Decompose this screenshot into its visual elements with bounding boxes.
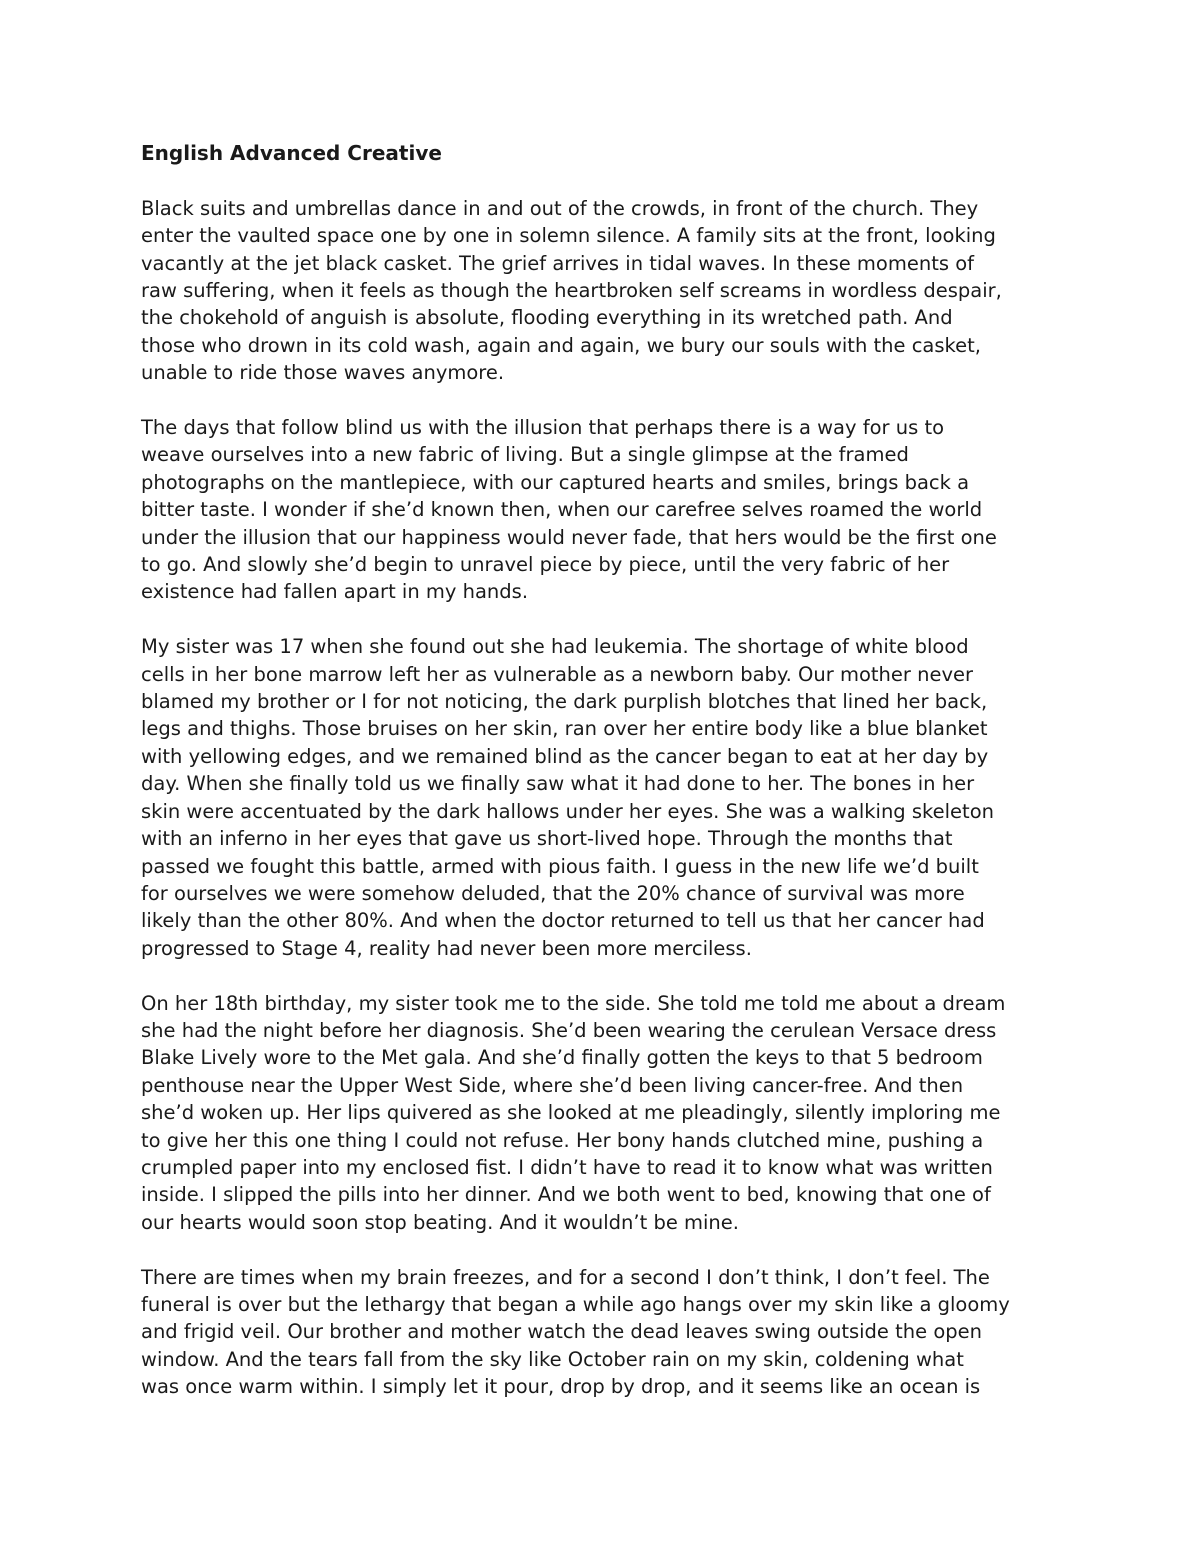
text-line: she had the night before her diagnosis. She’d been wearing the cerulean Versace dress	[141, 1018, 997, 1042]
text-line: legs and thighs. Those bruises on her skin, ran over her entire body like a blue blanket	[141, 717, 988, 741]
text-line: penthouse near the Upper West Side, where she’d been living cancer-free. And then	[141, 1073, 964, 1097]
text-line: vacantly at the jet black casket. The grief arrives in tidal waves. In these moments of	[141, 251, 975, 275]
text-line: weave ourselves into a new fabric of living. But a single glimpse at the framed	[141, 443, 909, 467]
text-line: Blake Lively wore to the Met gala. And she’d finally gotten the keys to that 5 bedroom	[141, 1046, 983, 1070]
text-line: our hearts would soon stop beating. And it wouldn’t be mine.	[141, 1210, 739, 1234]
text-line: to give her this one thing I could not refuse. Her bony hands clutched mine, pushing a	[141, 1128, 984, 1152]
text-line: On her 18th birthday, my sister took me to the side. She told me told me about a dream	[141, 991, 1006, 1015]
text-line: she’d woken up. Her lips quivered as she looked at me pleadingly, silently imploring me	[141, 1101, 1001, 1125]
text-line: unable to ride those waves anymore.	[141, 361, 505, 385]
paragraph	[141, 633, 1071, 962]
text-line: inside. I slipped the pills into her dinner. And we both went to bed, knowing that one of	[141, 1183, 991, 1207]
text-line: with an inferno in her eyes that gave us short-lived hope. Through the months that	[141, 827, 953, 851]
text-line: The days that follow blind us with the illusion that perhaps there is a way for us to	[141, 416, 945, 440]
text-line: funeral is over but the lethargy that began a while ago hangs over my skin like a gloomy	[141, 1292, 1010, 1316]
text-line: with yellowing edges, and we remained blind as the cancer began to eat at her day by	[141, 744, 989, 768]
paragraph	[141, 990, 1071, 1237]
text-line: blamed my brother or I for not noticing, the dark purplish blotches that lined her back,	[141, 690, 988, 714]
text-line: to go. And slowly she’d begin to unravel piece by piece, until the very fabric of her	[141, 553, 950, 577]
text-line: and frigid veil. Our brother and mother watch the dead leaves swing outside the open	[141, 1320, 982, 1344]
document-title: English Advanced Creative	[141, 141, 442, 165]
text-line: existence had fallen apart in my hands.	[141, 580, 529, 604]
paragraph	[141, 1264, 1071, 1401]
document-body	[141, 140, 1071, 1401]
text-line: crumpled paper into my enclosed fist. I didn’t have to read it to know what was written	[141, 1155, 993, 1179]
text-line: bitter taste. I wonder if she’d known then, when our carefree selves roamed the world	[141, 498, 983, 522]
text-line: for ourselves we were somehow deluded, that the 20% chance of survival was more	[141, 881, 965, 905]
text-line: There are times when my brain freezes, and for a second I don’t think, I don’t feel. The	[141, 1265, 990, 1289]
text-line: enter the vaulted space one by one in solemn silence. A family sits at the front, looking	[141, 224, 996, 248]
text-line: Black suits and umbrellas dance in and out of the crowds, in front of the church. They	[141, 196, 979, 220]
paragraph	[141, 195, 1071, 387]
text-line: was once warm within. I simply let it pour, drop by drop, and it seems like an ocean is	[141, 1375, 981, 1399]
text-line: window. And the tears fall from the sky like October rain on my skin, coldening what	[141, 1347, 964, 1371]
text-line: day. When she finally told us we finally saw what it had done to her. The bones in her	[141, 772, 975, 796]
text-line: passed we fought this battle, armed with pious faith. I guess in the new life we’d built	[141, 854, 979, 878]
text-line: cells in her bone marrow left her as vulnerable as a newborn baby. Our mother never	[141, 662, 974, 686]
text-line: skin were accentuated by the dark hallows under her eyes. She was a walking skeleton	[141, 799, 994, 823]
paragraph	[141, 414, 1071, 606]
text-line: My sister was 17 when she found out she had leukemia. The shortage of white blood	[141, 635, 969, 659]
text-line: under the illusion that our happiness would never fade, that hers would be the first one	[141, 525, 997, 549]
text-line: raw suffering, when it feels as though the heartbroken self screams in wordless despair,	[141, 279, 1002, 303]
text-line: photographs on the mantlepiece, with our captured hearts and smiles, brings back a	[141, 470, 970, 494]
text-line: progressed to Stage 4, reality had never been more merciless.	[141, 936, 752, 960]
text-line: those who drown in its cold wash, again and again, we bury our souls with the casket,	[141, 333, 981, 357]
text-line: likely than the other 80%. And when the doctor returned to tell us that her cancer had	[141, 909, 985, 933]
text-line: the chokehold of anguish is absolute, flooding everything in its wretched path. And	[141, 306, 953, 330]
